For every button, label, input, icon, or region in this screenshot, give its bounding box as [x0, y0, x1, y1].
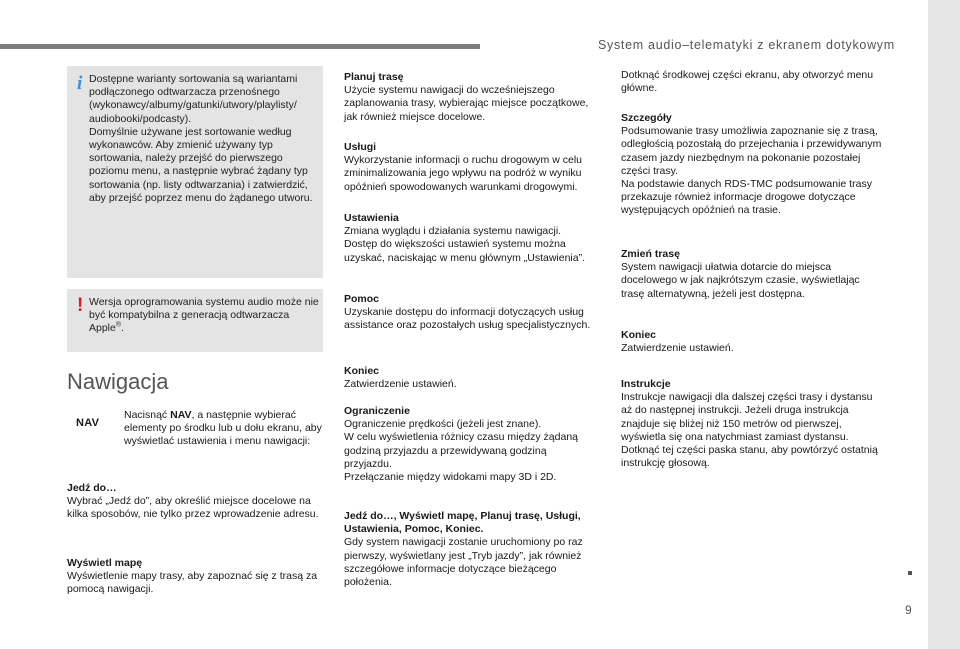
page-number: 9	[905, 603, 912, 617]
col3-block-end	[621, 329, 883, 355]
col1-block-show-map	[67, 557, 323, 597]
col2-block-services	[344, 141, 596, 194]
block-body: Gdy system nawigacji zostanie uruchomiony po raz pierwszy, wyświetlany jest „Tryb jazdy”, jak również szczegółowe informacje dotyczące bieżącego położenia.	[344, 536, 583, 589]
info-paragraph-1: Dostępne warianty sortowania są wariantami podłączonego odtwarzacza przenośnego (wykonawcy/albumy/gatunki/utwory/playlisty/ audiobooki/podcasty).	[89, 73, 298, 125]
warning-icon: !	[77, 295, 84, 316]
col3-block-details	[621, 112, 883, 218]
block-heading: Jedź do…, Wyświetl mapę, Planuj trasę, Usługi, Ustawienia, Pomoc, Koniec.	[344, 510, 581, 536]
warning-text: Wersja oprogramowania systemu audio może nie być kompatybilna z generacją odtwarzacza Apple	[89, 296, 319, 335]
block-body: Zatwierdzenie ustawień.	[344, 378, 457, 391]
block-body-2: W celu wyświetlenia różnicy czasu między żądaną godziną przyjazdu a przewidywaną godziną przyjazdu.	[344, 431, 579, 470]
nav-button-label: NAV	[76, 417, 100, 429]
block-heading: Koniec	[621, 329, 657, 341]
block-body: Ograniczenie prędkości (jeżeli jest znane).	[344, 418, 542, 431]
section-title: Nawigacja	[67, 369, 169, 394]
col3-block-open-menu	[621, 69, 883, 95]
col2-block-help	[344, 293, 596, 333]
warning-box	[67, 289, 323, 352]
info-box	[67, 66, 323, 278]
page-continue-marker	[908, 571, 912, 575]
block-body: Wykorzystanie informacji o ruchu drogowym w celu zminimalizowania jego wpływu na podróż w wyniku opóźnień spowodowanych warunkami drogowymi.	[344, 154, 582, 193]
block-body-2: Na podstawie danych RDS-TMC podsumowanie trasy przekazuje również informacje drogowe dotyczące występujących opóźnień na trasie.	[621, 178, 872, 217]
block-body: Zatwierdzenie ustawień.	[621, 342, 734, 355]
info-icon: i	[77, 73, 83, 94]
nav-intro-bold: NAV	[170, 409, 192, 421]
col2-block-menu-summary	[344, 510, 596, 589]
block-body: Wybrać „Jedź do”, aby określić miejsce docelowe na kilka sposobów, nie tylko przez wprowadzenie adresu.	[67, 495, 319, 521]
block-heading: Koniec	[344, 365, 380, 377]
block-heading: Szczegóły	[621, 112, 672, 124]
block-heading: Usługi	[344, 141, 377, 153]
header-rule	[0, 44, 480, 49]
block-heading: Ustawienia	[344, 212, 399, 224]
block-body: Instrukcje nawigacji dla dalszej części trasy i dystansu aż do następnej instrukcji. Jeżeli druga instrukcja znajduje się bliżej niż 150 metrów od pierwszej, wyświetla się ona natychmiast zamiast dystansu.	[621, 391, 873, 443]
col3-block-change-route	[621, 248, 883, 301]
block-heading: Jedź do…	[67, 482, 117, 494]
block-body: System nawigacji ułatwia dotarcie do miejsca docelowego w jak najkrótszym czasie, wyświetlając trasę alternatywną, jeżeli jest dostępna.	[621, 261, 860, 300]
col2-block-limit	[344, 405, 596, 484]
col2-block-settings	[344, 212, 596, 265]
col2-block-end	[344, 365, 596, 391]
warning-box-text	[89, 296, 319, 336]
block-heading: Wyświetl mapę	[67, 557, 143, 569]
col3-block-instructions	[621, 378, 883, 470]
page-edge-strip	[928, 0, 960, 649]
block-body: Użycie systemu nawigacji do wcześniejszego zaplanowania trasy, wybierając miejsce początkowe, jak również miejsce docelowe.	[344, 84, 589, 123]
header-title: System audio–telematyki z ekranem dotykowym	[598, 38, 895, 52]
block-heading: Instrukcje	[621, 378, 671, 390]
block-body: Dotknąć środkowej części ekranu, aby otworzyć menu główne.	[621, 69, 874, 95]
block-heading: Planuj trasę	[344, 71, 404, 83]
nav-intro-pre: Nacisnąć	[124, 409, 171, 421]
col2-block-plan-route	[344, 71, 596, 124]
col1-block-go-to	[67, 482, 323, 522]
block-body: Uzyskanie dostępu do informacji dotyczących usług assistance oraz pozostałych usług specjalistycznych.	[344, 306, 591, 332]
block-heading: Pomoc	[344, 293, 380, 305]
info-paragraph-2: Domyślnie używane jest sortowanie według wykonawców. Aby zmienić używany typ sortowania, należy przejść do pierwszego poziomu menu, a następnie wybrać żądany typ sortowania (np. listy odtwarzania) i zatwierdzić, aby przejść poprzez menu do żądanego utworu.	[89, 125, 313, 204]
registered-mark: ®	[115, 321, 122, 329]
block-body: Podsumowanie trasy umożliwia zapoznanie się z trasą, odległością pozostałą do przejechania i przewidywanym czasem jazdy niezbędnym na pokonanie pozostałej części trasy.	[621, 125, 882, 177]
block-body-3: Przełączanie między widokami mapy 3D i 2D.	[344, 471, 557, 484]
block-body: Zmiana wyglądu i działania systemu nawigacji. Dostęp do większości ustawień systemu można uzyskać, naciskając w menu głównym „Ustawienia”.	[344, 225, 586, 264]
block-body: Wyświetlenie mapy trasy, aby zapoznać się z trasą za pomocą nawigacji.	[67, 570, 318, 596]
block-body-2: Dotknąć tej części paska stanu, aby powtórzyć ostatnią instrukcję głosową.	[621, 444, 878, 470]
block-heading: Ograniczenie	[344, 405, 410, 417]
block-heading: Zmień trasę	[621, 248, 680, 260]
nav-intro	[124, 409, 324, 449]
warning-end: .	[121, 322, 124, 335]
info-box-text	[89, 73, 319, 205]
nav-intro-post: , a następnie wybierać elementy po środku lub u dołu ekranu, aby wyświetlać ustawienia i menu nawigacji:	[124, 409, 322, 448]
